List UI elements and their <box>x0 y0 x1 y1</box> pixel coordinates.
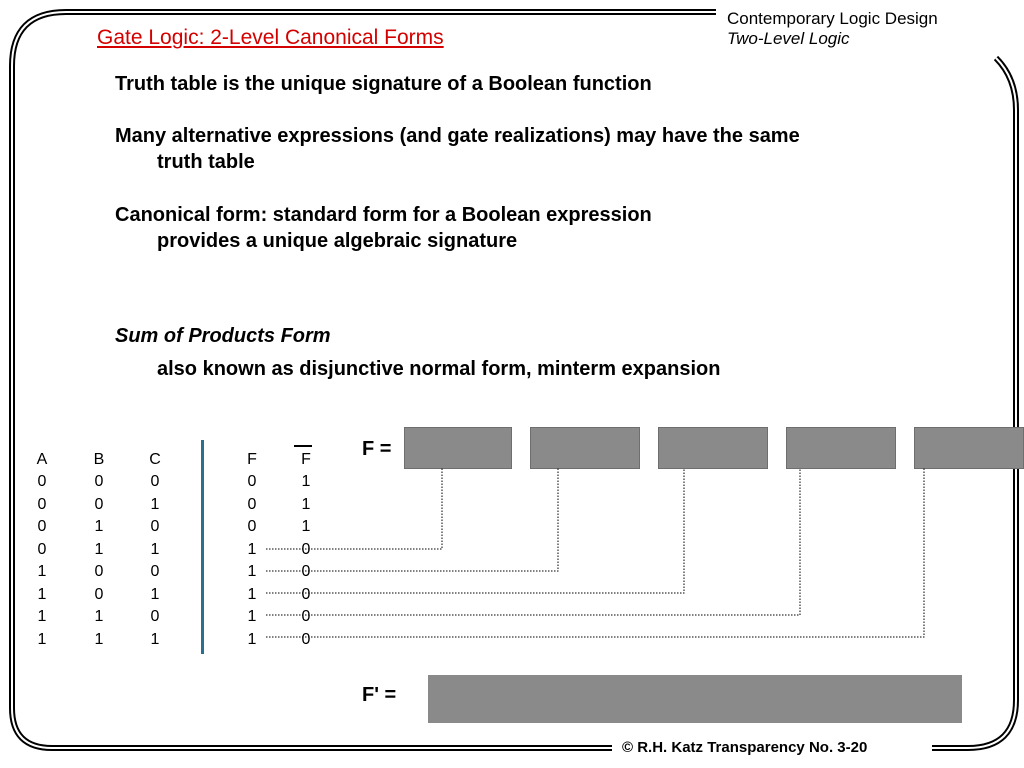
cell-row-3-a: 0 <box>37 518 47 535</box>
cell-row-5-f-complement: 0 <box>301 563 311 580</box>
cell-row-5-a: 1 <box>37 563 47 580</box>
cell-row-8-a: 1 <box>37 630 47 648</box>
cell-row-3-f-complement: 1 <box>301 518 311 535</box>
cell-row-2-f: 0 <box>247 495 257 513</box>
cell-row-1-b: 0 <box>94 473 104 490</box>
header-f-complement: F <box>301 451 311 468</box>
sop-title: Sum of Products Form <box>115 325 331 347</box>
sop-description: also known as disjunctive normal form, minterm expansion <box>157 358 721 380</box>
cell-row-3-f: 0 <box>247 518 257 535</box>
cell-row-4-c: 1 <box>150 540 160 558</box>
cell-row-1-f: 0 <box>247 473 257 490</box>
f-prime-box <box>428 675 962 723</box>
connector-1 <box>266 468 442 549</box>
cell-row-6-c: 1 <box>150 585 160 603</box>
f-prime-equals-label: F' = <box>362 684 397 706</box>
course-subtitle: Two-Level Logic <box>727 29 850 48</box>
cell-row-1-c: 0 <box>150 473 160 490</box>
cell-row-6-f-complement: 0 <box>301 585 311 603</box>
connector-2 <box>266 468 558 571</box>
cell-row-2-f-complement: 1 <box>301 495 311 513</box>
bullet-2-line-1: Many alternative expressions (and gate realizations) may have the same <box>115 125 800 147</box>
bullet-3-line-2: provides a unique algebraic signature <box>157 230 518 252</box>
cell-row-4-f: 1 <box>247 540 257 558</box>
cell-row-5-c: 0 <box>150 563 160 580</box>
cell-row-7-b: 1 <box>94 608 104 625</box>
header-a: A <box>36 451 48 468</box>
bullet-3-line-1: Canonical form: standard form for a Boolean expression <box>115 204 652 226</box>
cell-row-6-a: 1 <box>37 585 47 603</box>
cell-row-7-c: 0 <box>150 608 160 625</box>
connector-5 <box>266 468 924 637</box>
cell-row-4-a: 0 <box>37 540 47 558</box>
f-equals-label: F = <box>362 438 392 460</box>
bullet-2-line-2: truth table <box>157 151 255 173</box>
header-c: C <box>149 451 161 468</box>
cell-row-2-a: 0 <box>37 495 47 513</box>
cell-row-6-b: 0 <box>94 585 104 603</box>
bullet-1-line-1: Truth table is the unique signature of a Boolean function <box>115 73 652 95</box>
cell-row-4-b: 1 <box>94 540 104 558</box>
cell-row-8-f: 1 <box>247 630 257 648</box>
cell-row-7-f: 1 <box>247 608 257 625</box>
header-b: B <box>93 451 105 468</box>
cell-row-6-f: 1 <box>247 585 257 603</box>
footer-credit: © R.H. Katz Transparency No. 3-20 <box>622 739 868 756</box>
cell-row-8-c: 1 <box>150 630 160 648</box>
cell-row-1-a: 0 <box>37 473 47 490</box>
cell-row-7-f-complement: 0 <box>301 608 311 625</box>
cell-row-8-b: 1 <box>94 630 104 648</box>
cell-row-8-f-complement: 0 <box>301 630 311 648</box>
cell-row-3-c: 0 <box>150 518 160 535</box>
connector-3 <box>266 468 684 593</box>
cell-row-4-f-complement: 0 <box>301 540 311 558</box>
header-f: F <box>247 451 257 468</box>
slide-title: Gate Logic: 2-Level Canonical Forms <box>97 26 444 49</box>
course-title: Contemporary Logic Design <box>727 9 938 28</box>
cell-row-7-a: 1 <box>37 608 47 625</box>
cell-row-5-f: 1 <box>247 563 257 580</box>
cell-row-1-f-complement: 1 <box>301 473 311 490</box>
cell-row-2-b: 0 <box>94 495 104 513</box>
cell-row-5-b: 0 <box>94 563 104 580</box>
cell-row-3-b: 1 <box>94 518 104 535</box>
cell-row-2-c: 1 <box>150 495 160 513</box>
